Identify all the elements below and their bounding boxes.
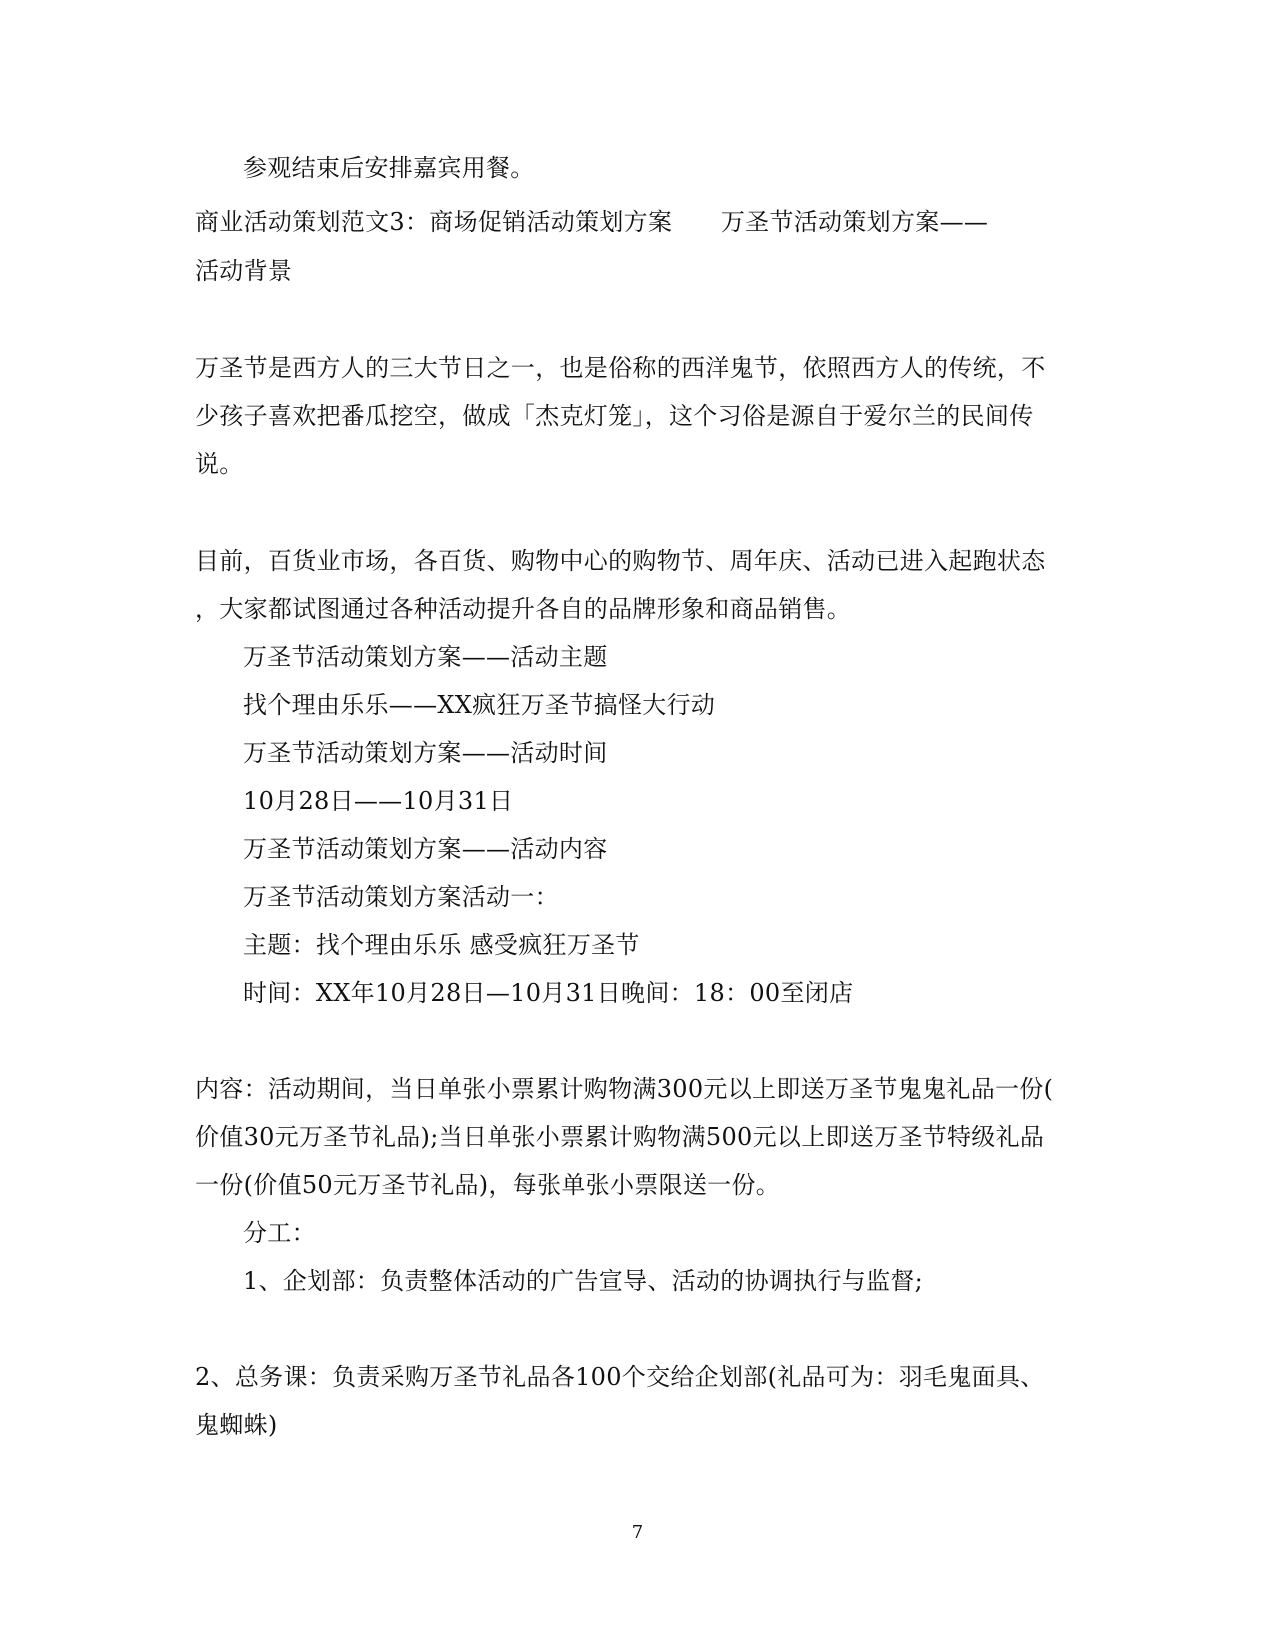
text-line: 万圣节活动策划方案活动一： (243, 883, 559, 911)
text-line: 分工： (243, 1219, 316, 1247)
paragraph-line: 鬼蜘蛛) (195, 1411, 278, 1439)
text-line: 万圣节活动策划方案——活动时间 (243, 739, 608, 767)
text-line: 时间：XX年10月28日—10月31日晚间：18：00至闭店 (243, 979, 854, 1007)
page-number: 7 (631, 1522, 644, 1543)
text-line: 参观结束后安排嘉宾用餐。 (243, 154, 535, 182)
text-line: 万圣节活动策划方案——活动内容 (243, 835, 608, 863)
paragraph-line: 目前，百货业市场，各百货、购物中心的购物节、周年庆、活动已进入起跑状态 (195, 547, 1046, 575)
text-line: 万圣节活动策划方案——活动主题 (243, 643, 608, 671)
paragraph-line: 万圣节是西方人的三大节日之一，也是俗称的西洋鬼节，依照西方人的传统，不 (195, 354, 1046, 382)
text-line: 1、企划部：负责整体活动的广告宣导、活动的协调执行与监督; (243, 1267, 924, 1295)
section-subheading: 活动背景 (195, 257, 293, 285)
paragraph-line: 2、总务课：负责采购万圣节礼品各100个交给企划部(礼品可为：羽毛鬼面具、 (195, 1363, 1045, 1391)
section-heading: 商业活动策划范文3：商场促销活动策划方案 万圣节活动策划方案—— (195, 208, 989, 236)
paragraph-line: 少孩子喜欢把番瓜挖空，做成「杰克灯笼」，这个习俗是源自于爱尔兰的民间传 (195, 402, 1034, 430)
text-line: 找个理由乐乐——XX疯狂万圣节搞怪大行动 (243, 691, 716, 719)
text-line: 10月28日——10月31日 (243, 787, 514, 815)
paragraph-line: 价值30元万圣节礼品);当日单张小票累计购物满500元以上即送万圣节特级礼品 (195, 1123, 1045, 1151)
paragraph-line: 说。 (195, 450, 244, 478)
paragraph-line: ，大家都试图通过各种活动提升各自的品牌形象和商品销售。 (195, 595, 852, 623)
paragraph-line: 一份(价值50元万圣节礼品)，每张单张小票限送一份。 (195, 1171, 781, 1199)
text-line: 主题：找个理由乐乐 感受疯狂万圣节 (243, 931, 640, 959)
paragraph-line: 内容：活动期间，当日单张小票累计购物满300元以上即送万圣节鬼鬼礼品一份( (195, 1075, 1054, 1103)
